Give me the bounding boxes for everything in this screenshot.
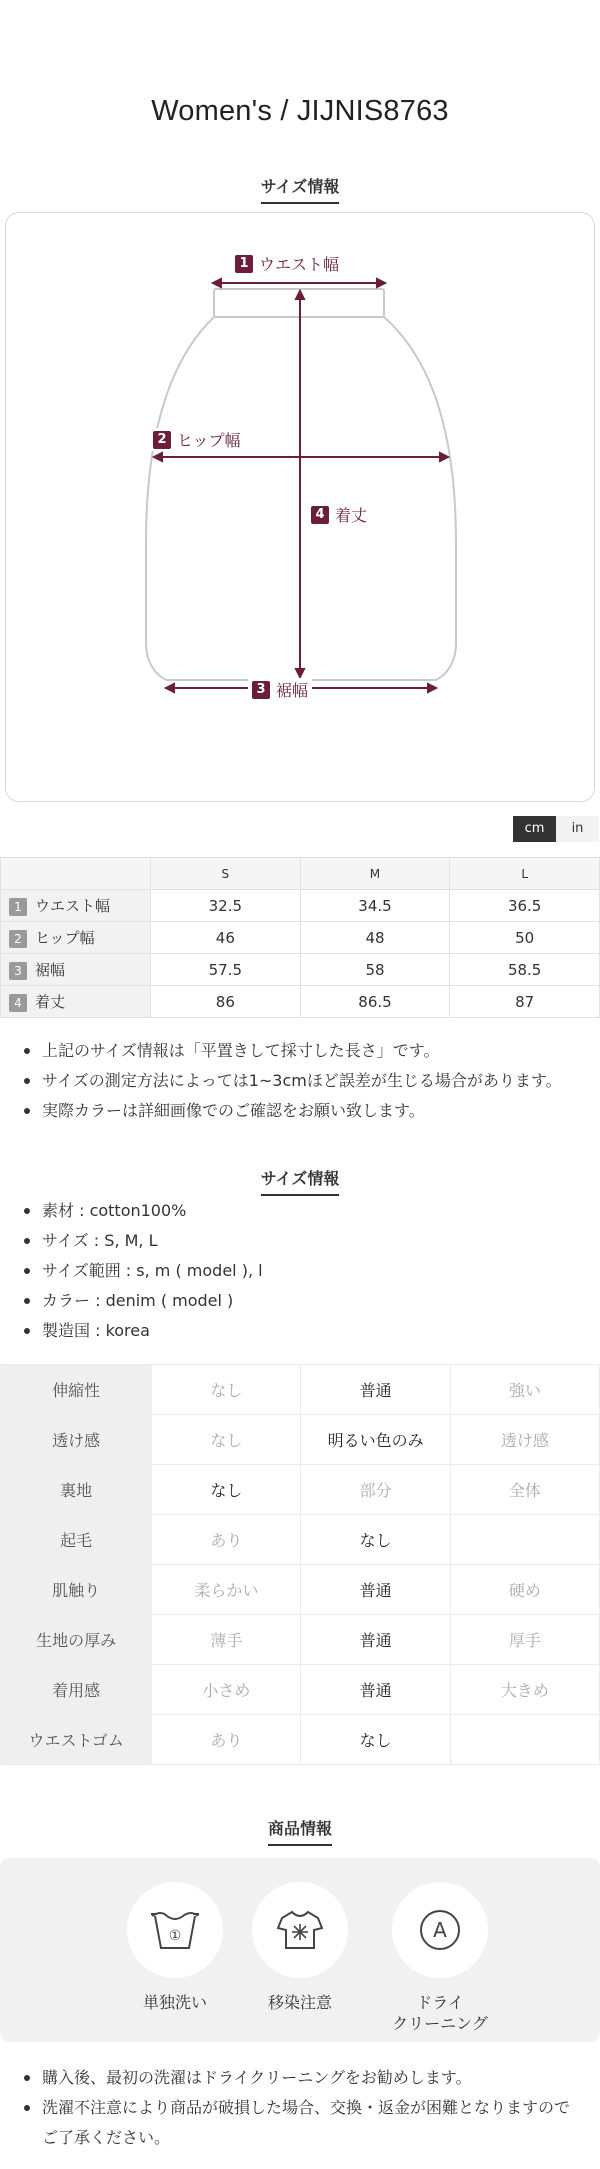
fabric-option: 普通 (301, 1665, 450, 1715)
fabric-option: 明るい色のみ (301, 1415, 450, 1465)
spec-info-heading: サイズ情報 (0, 1166, 600, 1196)
fabric-option: 透け感 (450, 1415, 599, 1465)
table-row (1, 1715, 600, 1765)
fabric-option (450, 1715, 599, 1765)
table-row: 4 着丈 86 86.5 87 (1, 986, 600, 1018)
size-diagram (5, 212, 595, 802)
fabric-option: 部分 (301, 1465, 450, 1515)
page-title: Women's / JIJNIS8763 (151, 95, 449, 127)
fabric-option: 強い (450, 1365, 599, 1415)
fabric-feel-table (0, 1364, 600, 1765)
list-item: 素材 : cotton100% (20, 1196, 590, 1226)
fabric-option: 小さめ (152, 1665, 301, 1715)
table-row (1, 1565, 600, 1615)
unit-cm-button[interactable]: cm (513, 816, 556, 842)
hip-width-label: 2 ヒップ幅 (149, 428, 245, 451)
size-notes-list (20, 1036, 590, 1126)
svg-text:①: ① (168, 1928, 182, 1944)
fabric-option: 大きめ (450, 1665, 599, 1715)
hem-width-label: 3 裾幅 (248, 678, 312, 701)
size-column-l: L (450, 858, 600, 890)
total-length-label: 4 着丈 (307, 503, 371, 526)
fabric-attribute-label: 肌触り (1, 1565, 152, 1615)
fabric-option: 硬め (450, 1565, 599, 1615)
list-item: サイズ : S, M, L (20, 1226, 590, 1256)
table-row (1, 1465, 600, 1515)
table-row (1, 1365, 600, 1415)
list-item: ご了承ください。 (42, 2128, 171, 2147)
list-item: サイズ範囲 : s, m ( model ), l (20, 1256, 590, 1286)
fabric-attribute-label: 透け感 (1, 1415, 152, 1465)
care-item-dry-clean: A ドライ クリーニング (380, 1882, 500, 2034)
fabric-option: 普通 (301, 1615, 450, 1665)
size-table-header (1, 858, 600, 890)
size-column-s: S (151, 858, 301, 890)
table-row: 3 裾幅 57.5 58 58.5 (1, 954, 600, 986)
waist-width-label: 1 ウエスト幅 (231, 252, 343, 275)
fabric-attribute-label: 裏地 (1, 1465, 152, 1515)
fabric-attribute-label: 着用感 (1, 1665, 152, 1715)
fabric-option: なし (301, 1715, 450, 1765)
fabric-option: 全体 (450, 1465, 599, 1515)
table-row (1, 1515, 600, 1565)
table-row (1, 1615, 600, 1665)
size-table (0, 857, 600, 1018)
fabric-option: 柔らかい (152, 1565, 301, 1615)
list-item: 購入後、最初の洗濯はドライクリーニングをお勧めします。 (20, 2063, 590, 2093)
fabric-option: 厚手 (450, 1615, 599, 1665)
fabric-option: 普通 (301, 1365, 450, 1415)
fabric-option: あり (152, 1515, 301, 1565)
fabric-option: 普通 (301, 1565, 450, 1615)
care-instructions-panel (0, 1858, 600, 2042)
list-item: 上記のサイズ情報は「平置きして採寸した長さ」です。 (20, 1036, 590, 1066)
table-row: 1 ウエスト幅 32.5 34.5 36.5 (1, 890, 600, 922)
list-item: 製造国 : korea (20, 1316, 590, 1346)
product-info-heading: 商品情報 (0, 1816, 600, 1846)
fabric-attribute-label: 伸縮性 (1, 1365, 152, 1415)
list-item: 洗濯不注意により商品が破損した場合、交換・返金が困難となりますので (20, 2093, 590, 2123)
table-row (1, 1415, 600, 1465)
color-transfer-shirt-icon (252, 1882, 348, 1978)
list-item: カラー : denim ( model ) (20, 1286, 590, 1316)
fabric-option: あり (152, 1715, 301, 1765)
size-info-heading: サイズ情報 (0, 174, 600, 204)
dry-clean-icon (392, 1882, 488, 1978)
fabric-attribute-label: 生地の厚み (1, 1615, 152, 1665)
fabric-option: なし (152, 1465, 301, 1515)
svg-text:A: A (433, 1918, 447, 1942)
spec-list (20, 1196, 590, 1346)
fabric-option: 薄手 (152, 1615, 301, 1665)
list-item: サイズの測定方法によっては1~3cmほど誤差が生じる場合があります。 (20, 1066, 590, 1096)
skirt-outline-illustration (6, 213, 596, 803)
care-item-color-transfer: 移染注意 (240, 1882, 360, 2013)
unit-in-button[interactable]: in (556, 816, 599, 842)
table-row (1, 1665, 600, 1715)
size-column-m: M (300, 858, 450, 890)
care-item-hand-wash: ① 単独洗い (115, 1882, 235, 2013)
hand-wash-icon (127, 1882, 223, 1978)
unit-toggle[interactable] (513, 816, 599, 842)
table-row: 2 ヒップ幅 46 48 50 (1, 922, 600, 954)
fabric-option: なし (301, 1515, 450, 1565)
fabric-attribute-label: 起毛 (1, 1515, 152, 1565)
fabric-option: なし (152, 1415, 301, 1465)
fabric-option (450, 1515, 599, 1565)
fabric-option: なし (152, 1365, 301, 1415)
product-notes-list (20, 2063, 590, 2153)
list-item: 実際カラーは詳細画像でのご確認をお願い致します。 (20, 1096, 590, 1126)
fabric-attribute-label: ウエストゴム (1, 1715, 152, 1765)
